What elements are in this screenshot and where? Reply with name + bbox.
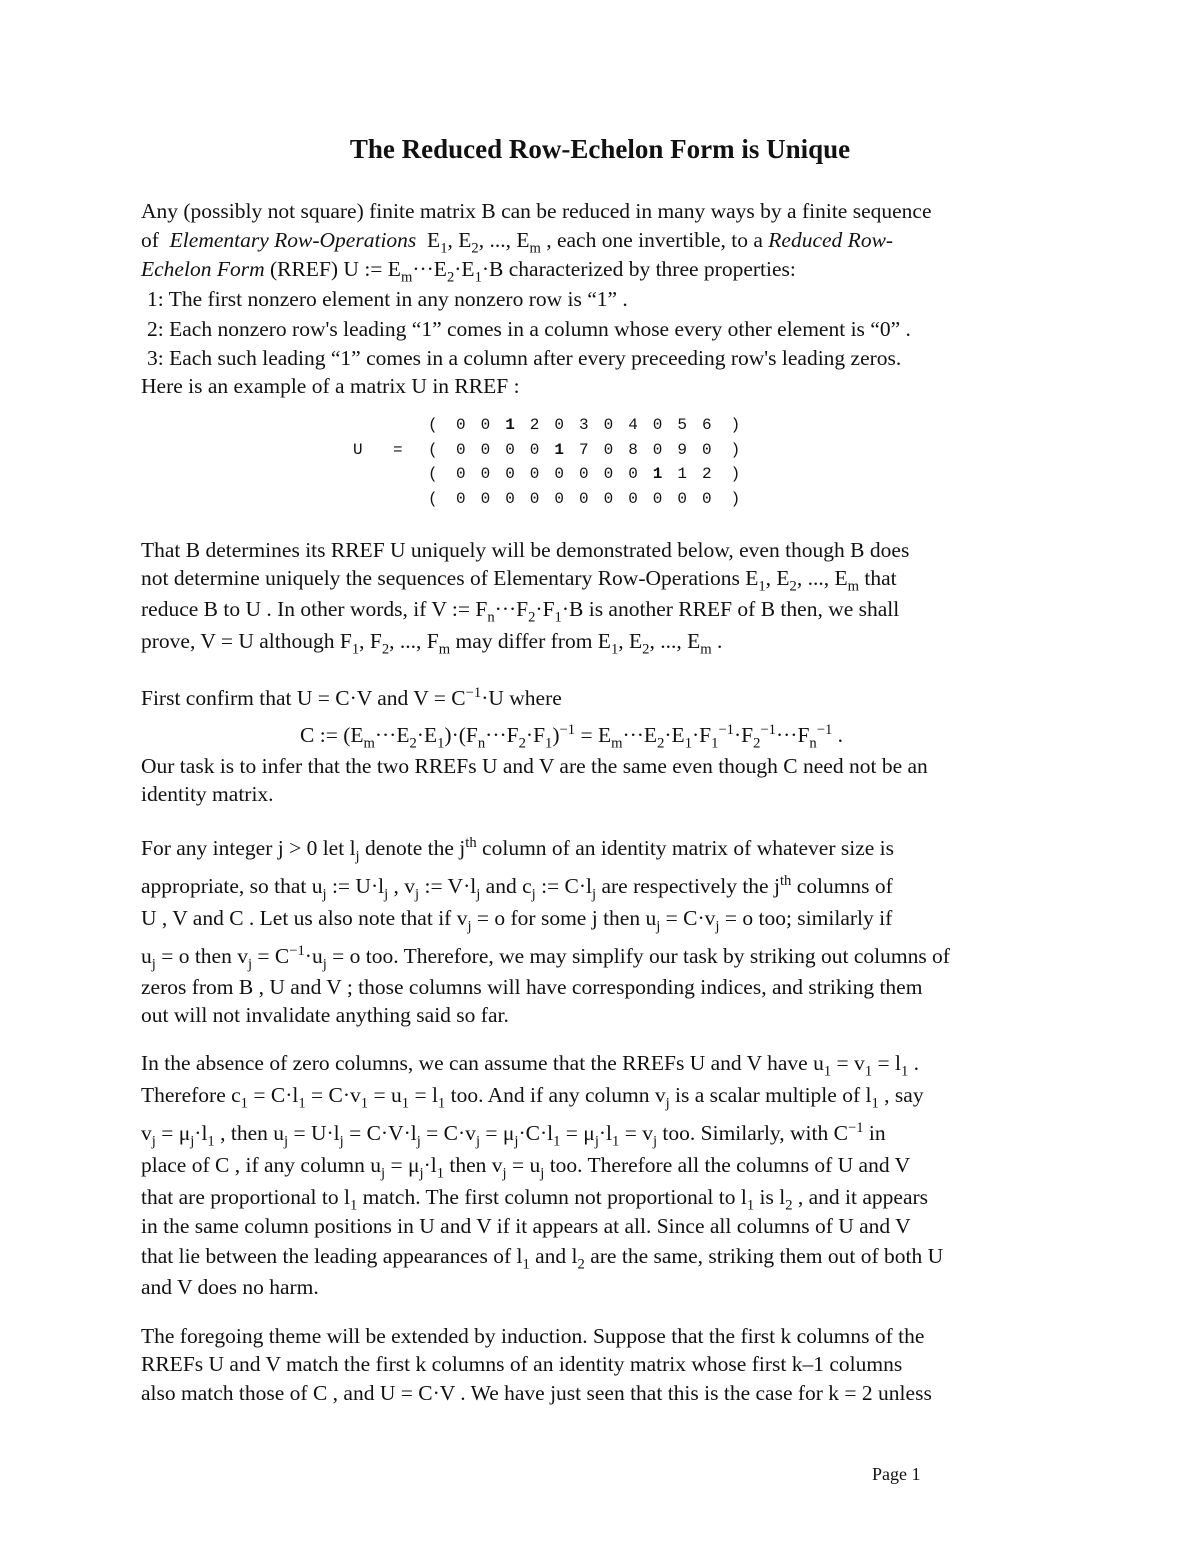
subscript: 1 bbox=[711, 735, 719, 752]
subscript: 2 bbox=[753, 735, 761, 752]
text-span: reduce B to U . In other words, if V := F bbox=[141, 597, 488, 621]
math-symbol: ·u bbox=[304, 944, 323, 968]
subscript: j bbox=[475, 1133, 480, 1150]
text-line bbox=[141, 1244, 944, 1273]
superscript: th bbox=[779, 872, 792, 889]
text-span: First confirm that U = C·V and V = C bbox=[141, 686, 466, 710]
subscript: j bbox=[665, 1095, 670, 1112]
subscript: 2 bbox=[577, 1256, 585, 1273]
text-line: identity matrix. bbox=[141, 782, 274, 806]
superscript: −1 bbox=[465, 684, 482, 701]
matrix-cell: 0 bbox=[603, 440, 614, 459]
math-symbol: ···F bbox=[775, 723, 810, 747]
text-span: and l bbox=[529, 1244, 578, 1268]
text-line bbox=[141, 872, 893, 903]
text-span: of bbox=[141, 228, 159, 252]
subscript: 2 bbox=[471, 240, 479, 257]
math-symbol: u bbox=[141, 944, 152, 968]
matrix-cell: 0 bbox=[702, 440, 712, 459]
matrix-close-paren: ) bbox=[730, 489, 741, 508]
math-symbol: := C·l bbox=[535, 874, 593, 898]
subscript: 1 bbox=[823, 1063, 832, 1080]
math-symbol: ·F bbox=[733, 723, 754, 747]
text-span: may differ from E bbox=[450, 629, 611, 653]
math-symbol: ·E bbox=[664, 723, 685, 747]
subscript: j bbox=[322, 956, 327, 973]
text-span: . bbox=[711, 629, 723, 653]
subscript: 1 bbox=[474, 269, 482, 286]
math-symbol: = μ bbox=[480, 1121, 515, 1145]
text-span: too. Therefore all the columns of U and V bbox=[544, 1153, 911, 1177]
math-symbol: )·(F bbox=[444, 723, 478, 747]
math-symbol: , ..., E bbox=[649, 629, 701, 653]
text-span: in bbox=[863, 1121, 886, 1145]
math-symbol: ·F bbox=[535, 597, 555, 621]
text-span: not determine uniquely the sequences of Elementary Row-Operations E bbox=[141, 566, 759, 590]
subscript: 1 bbox=[758, 578, 766, 595]
subscript: m bbox=[363, 735, 375, 752]
matrix-cell: 0 bbox=[480, 440, 491, 459]
superscript: th bbox=[465, 834, 477, 851]
math-symbol: = C·v bbox=[305, 1083, 361, 1107]
subscript: 2 bbox=[446, 269, 455, 286]
matrix-cell: 0 bbox=[554, 489, 564, 508]
math-symbol: ···F bbox=[494, 597, 529, 621]
matrix-cell: 0 bbox=[480, 465, 491, 483]
subscript: j bbox=[151, 1133, 156, 1150]
math-symbol: ···E bbox=[412, 257, 447, 281]
math-symbol: ·E bbox=[416, 723, 438, 747]
matrix-open-paren: ( bbox=[428, 440, 438, 459]
subscript: 2 bbox=[785, 1197, 793, 1214]
math-symbol: , E bbox=[765, 566, 790, 590]
subscript: j bbox=[502, 1165, 507, 1182]
subscript: 2 bbox=[789, 578, 797, 595]
text-span: = o for some j then u bbox=[471, 906, 657, 930]
matrix-cell: 6 bbox=[702, 416, 712, 434]
matrix-close-paren: ) bbox=[730, 465, 741, 483]
subscript: 1 bbox=[349, 1197, 358, 1214]
superscript: −1 bbox=[559, 721, 576, 738]
text-span: match. The first column not proportional to l bbox=[357, 1185, 747, 1209]
math-symbol: = v bbox=[831, 1051, 865, 1075]
matrix-cell: 0 bbox=[579, 489, 589, 508]
matrix-cell: 0 bbox=[480, 489, 491, 508]
text-line bbox=[141, 597, 900, 626]
subscript: j bbox=[415, 886, 420, 903]
subscript: j bbox=[514, 1133, 519, 1150]
text-line bbox=[141, 629, 723, 658]
math-symbol: , ..., E bbox=[796, 566, 848, 590]
subscript: 1 bbox=[684, 735, 692, 752]
text-line bbox=[141, 1153, 911, 1182]
text-span: columns of bbox=[791, 874, 893, 898]
math-symbol: = C·V·l bbox=[343, 1121, 417, 1145]
subscript: n bbox=[477, 735, 486, 752]
property-item: 3: Each such leading “1” comes in a column after every preceeding row's leading zeros. bbox=[147, 346, 902, 370]
math-symbol: ·E bbox=[454, 257, 475, 281]
text-span: that bbox=[859, 566, 897, 590]
subscript: j bbox=[247, 956, 253, 973]
text-span: that are proportional to l bbox=[141, 1185, 350, 1209]
subscript: j bbox=[467, 918, 472, 935]
matrix-cell: 0 bbox=[652, 440, 663, 459]
math-symbol: = l bbox=[409, 1083, 438, 1107]
subscript: m bbox=[400, 269, 413, 286]
matrix-cell: 0 bbox=[456, 440, 466, 459]
text-span: is l bbox=[754, 1185, 786, 1209]
text-span: is a scalar multiple of l bbox=[669, 1083, 872, 1107]
text-line bbox=[141, 906, 893, 935]
matrix-cell: 0 bbox=[603, 489, 614, 508]
math-symbol: . bbox=[832, 723, 844, 747]
emphasis-text: Elementary Row-Operations bbox=[169, 228, 417, 252]
text-span: ·U where bbox=[481, 686, 562, 710]
text-line: Here is an example of a matrix U in RREF : bbox=[141, 374, 520, 398]
subscript: 1 bbox=[298, 1095, 306, 1112]
matrix-close-paren: ) bbox=[730, 440, 741, 459]
math-symbol: = C bbox=[252, 944, 290, 968]
text-span: = o too. Therefore, we may simplify our task by striking out columns of bbox=[326, 944, 950, 968]
math-symbol: , ..., E bbox=[478, 228, 530, 252]
math-symbol: ·l bbox=[194, 1121, 208, 1145]
math-symbol: E bbox=[427, 228, 441, 252]
subscript: 2 bbox=[409, 735, 417, 752]
math-symbol: v bbox=[141, 1121, 152, 1145]
text-span: Therefore c bbox=[141, 1083, 241, 1107]
emphasis-text: Reduced Row- bbox=[768, 228, 894, 252]
subscript: 2 bbox=[381, 641, 390, 658]
math-symbol: , F bbox=[359, 629, 382, 653]
matrix-row bbox=[345, 416, 865, 440]
subscript: j bbox=[322, 886, 327, 903]
matrix-open-paren: ( bbox=[428, 465, 438, 483]
emphasis-text: Echelon Form bbox=[141, 257, 265, 281]
matrix-cell: 0 bbox=[628, 465, 638, 483]
text-span: place of C , if any column u bbox=[141, 1153, 382, 1177]
text-line: That B determines its RREF U uniquely will be demonstrated below, even though B does bbox=[141, 538, 910, 562]
text-span: For any integer j > 0 let l bbox=[141, 836, 356, 860]
math-symbol: = μ bbox=[560, 1121, 595, 1145]
matrix-cell: 0 bbox=[456, 465, 466, 483]
math-symbol: , E bbox=[447, 228, 472, 252]
text-line bbox=[141, 228, 894, 257]
text-span: U , V and C . Let us also note that if v bbox=[141, 906, 468, 930]
matrix-cell: 0 bbox=[529, 489, 540, 508]
subscript: j bbox=[540, 1165, 545, 1182]
text-line: Any (possibly not square) finite matrix B can be reduced in many ways by a finite sequence bbox=[141, 199, 932, 223]
subscript: 1 bbox=[207, 1133, 215, 1150]
text-line bbox=[141, 834, 895, 865]
subscript: j bbox=[355, 848, 360, 865]
matrix-cell: 5 bbox=[677, 416, 687, 434]
text-span: too. Similarly, with C bbox=[657, 1121, 848, 1145]
matrix-open-paren: ( bbox=[428, 416, 438, 434]
subscript: j bbox=[715, 918, 720, 935]
superscript: −1 bbox=[289, 942, 305, 959]
text-span: prove, V = U although F bbox=[141, 629, 352, 653]
matrix-cell: 0 bbox=[677, 489, 687, 508]
math-symbol: ·F bbox=[692, 723, 712, 747]
math-symbol: ···E bbox=[622, 723, 658, 747]
subscript: j bbox=[592, 886, 597, 903]
subscript: j bbox=[594, 1133, 599, 1150]
matrix-row bbox=[345, 490, 865, 514]
math-symbol: = C·v bbox=[420, 1121, 476, 1145]
superscript: −1 bbox=[760, 721, 776, 738]
text-line bbox=[141, 566, 897, 595]
subscript: 1 bbox=[554, 609, 562, 626]
text-line: The foregoing theme will be extended by induction. Suppose that the first k columns of the bbox=[141, 1324, 925, 1348]
matrix-cell: 0 bbox=[480, 416, 491, 434]
matrix-cell: 0 bbox=[505, 465, 515, 483]
matrix-cell: 0 bbox=[529, 465, 540, 483]
text-line: also match those of C , and U = C·V . We have just seen that this is the case for k = 2 unless bbox=[141, 1381, 932, 1405]
page-title: The Reduced Row-Echelon Form is Unique bbox=[349, 134, 851, 164]
text-span: , say bbox=[878, 1083, 924, 1107]
math-symbol: = E bbox=[575, 723, 612, 747]
matrix-cell: 0 bbox=[628, 489, 638, 508]
text-line bbox=[141, 1119, 886, 1150]
math-symbol: = v bbox=[619, 1121, 653, 1145]
math-symbol: ·l bbox=[423, 1153, 437, 1177]
text-line bbox=[141, 1083, 924, 1112]
text-span: , each one invertible, to a bbox=[540, 228, 769, 252]
math-symbol: ·F bbox=[525, 723, 546, 747]
matrix-cell: 1 bbox=[677, 465, 687, 483]
text-span: then v bbox=[444, 1153, 503, 1177]
math-symbol: and c bbox=[480, 874, 532, 898]
text-line: RREFs U and V match the first k columns of an identity matrix whose first k–1 columns bbox=[141, 1352, 903, 1376]
math-symbol: = U·l bbox=[288, 1121, 340, 1145]
matrix-cell: 2 bbox=[529, 416, 540, 434]
subscript: m bbox=[611, 735, 623, 752]
text-line bbox=[141, 1185, 929, 1214]
text-span: too. And if any column v bbox=[445, 1083, 666, 1107]
matrix-cell: 4 bbox=[628, 416, 638, 434]
math-symbol: . bbox=[908, 1051, 920, 1075]
subscript: 2 bbox=[518, 735, 526, 752]
matrix-cell: 0 bbox=[579, 465, 589, 483]
math-symbol: = C·v bbox=[660, 906, 716, 930]
subscript: 1 bbox=[440, 240, 448, 257]
property-item: 1: The first nonzero element in any nonzero row is “1” . bbox=[147, 287, 628, 311]
math-symbol: = u bbox=[368, 1083, 402, 1107]
math-symbol: = μ bbox=[155, 1121, 191, 1145]
text-line: out will not invalidate anything said so far. bbox=[141, 1003, 509, 1027]
subscript: j bbox=[656, 918, 661, 935]
matrix-cell: 7 bbox=[579, 440, 589, 459]
subscript: 1 bbox=[436, 1165, 445, 1182]
text-span: , then u bbox=[214, 1121, 285, 1145]
text-line: Our task is to infer that the two RREFs U and V are the same even though C need not be an bbox=[141, 754, 928, 778]
matrix-cell: 0 bbox=[505, 489, 515, 508]
math-symbol: ···F bbox=[485, 723, 519, 747]
subscript: j bbox=[151, 956, 156, 973]
subscript: j bbox=[381, 1165, 386, 1182]
text-span: that lie between the leading appearances of l bbox=[141, 1244, 523, 1268]
subscript: j bbox=[384, 886, 389, 903]
subscript: 1 bbox=[871, 1095, 879, 1112]
equation-line bbox=[300, 721, 844, 752]
matrix-cell: 0 bbox=[505, 440, 515, 459]
math-symbol: := U·l bbox=[326, 874, 385, 898]
text-line: in the same column positions in U and V if it appears at all. Since all columns of U and V bbox=[141, 1214, 911, 1238]
subscript: n bbox=[487, 609, 495, 626]
subscript: m bbox=[700, 641, 712, 658]
subscript: j bbox=[419, 1165, 424, 1182]
text-line bbox=[141, 684, 562, 710]
matrix-cell: 1 bbox=[652, 465, 663, 483]
subscript: m bbox=[847, 578, 859, 595]
subscript: 2 bbox=[528, 609, 536, 626]
text-span: ·B characterized by three properties: bbox=[481, 257, 796, 281]
math-symbol: ·l bbox=[598, 1121, 613, 1145]
superscript: −1 bbox=[847, 1119, 864, 1136]
matrix-close-paren: ) bbox=[730, 416, 741, 434]
text-line: and V does no harm. bbox=[141, 1275, 319, 1299]
subscript: j bbox=[416, 1133, 421, 1150]
subscript: 1 bbox=[746, 1197, 755, 1214]
matrix-cell: 2 bbox=[702, 465, 712, 483]
matrix-name: U bbox=[353, 441, 363, 459]
subscript: 2 bbox=[642, 641, 650, 658]
subscript: 1 bbox=[401, 1095, 410, 1112]
matrix-cell: 3 bbox=[579, 416, 589, 434]
matrix-cell: 0 bbox=[554, 465, 564, 483]
subscript: 1 bbox=[553, 1133, 561, 1150]
subscript: m bbox=[438, 641, 451, 658]
matrix-cell: 0 bbox=[456, 416, 466, 434]
subscript: j bbox=[190, 1133, 195, 1150]
superscript: −1 bbox=[816, 721, 833, 738]
matrix-cell: 0 bbox=[554, 416, 564, 434]
text-line bbox=[141, 1051, 920, 1080]
text-span: = o too; similarly if bbox=[719, 906, 893, 930]
math-symbol: = μ bbox=[385, 1153, 420, 1177]
matrix-cell: 1 bbox=[505, 416, 515, 434]
math-symbol: := V·l bbox=[419, 874, 477, 898]
subscript: 1 bbox=[240, 1095, 248, 1112]
subscript: 1 bbox=[437, 1095, 446, 1112]
subscript: 1 bbox=[864, 1063, 873, 1080]
matrix-cell: 0 bbox=[529, 440, 540, 459]
subscript: n bbox=[809, 735, 817, 752]
subscript: j bbox=[339, 1133, 344, 1150]
math-symbol: = C·l bbox=[247, 1083, 299, 1107]
text-line bbox=[141, 257, 796, 286]
math-symbol: = u bbox=[506, 1153, 541, 1177]
property-item: 2: Each nonzero row's leading “1” comes in a column whose every other element is “0” . bbox=[147, 317, 911, 341]
subscript: 2 bbox=[657, 735, 665, 752]
text-span: = o then v bbox=[155, 944, 248, 968]
math-symbol: C := (E bbox=[300, 723, 364, 747]
subscript: 1 bbox=[545, 735, 553, 752]
math-symbol: , ..., F bbox=[389, 629, 439, 653]
text-span: denote the j bbox=[359, 836, 466, 860]
math-symbol: , E bbox=[618, 629, 643, 653]
matrix-cell: 0 bbox=[652, 416, 663, 434]
subscript: 1 bbox=[522, 1256, 530, 1273]
text-line: zeros from B , U and V ; those columns will have corresponding indices, and striking them bbox=[141, 975, 923, 999]
matrix-row bbox=[345, 441, 865, 465]
matrix-open-paren: ( bbox=[428, 489, 438, 508]
text-line bbox=[141, 942, 950, 973]
text-span: are respectively the j bbox=[596, 874, 780, 898]
text-span: (RREF) U := E bbox=[264, 257, 401, 281]
superscript: −1 bbox=[718, 721, 734, 738]
math-symbol: = l bbox=[872, 1051, 901, 1075]
text-span: appropriate, so that u bbox=[141, 874, 323, 898]
text-span: , and it appears bbox=[792, 1185, 929, 1209]
subscript: j bbox=[476, 886, 481, 903]
subscript: 1 bbox=[612, 1133, 620, 1150]
matrix-cell: 0 bbox=[603, 465, 614, 483]
matrix-cell: 1 bbox=[554, 440, 564, 459]
subscript: 1 bbox=[351, 641, 360, 658]
text-span: column of an identity matrix of whatever size is bbox=[476, 836, 895, 860]
math-symbol: ·C·l bbox=[518, 1121, 554, 1145]
subscript: m bbox=[529, 240, 541, 257]
matrix-cell: 0 bbox=[603, 416, 614, 434]
subscript: 1 bbox=[610, 641, 619, 658]
subscript: j bbox=[531, 886, 536, 903]
math-symbol: , v bbox=[388, 874, 416, 898]
subscript: j bbox=[652, 1133, 658, 1150]
text-span: ·B is another RREF of B then, we shall bbox=[561, 597, 900, 621]
page-number: Page 1 bbox=[872, 1464, 921, 1484]
matrix-cell: 0 bbox=[702, 489, 712, 508]
matrix-cell: 0 bbox=[456, 489, 466, 508]
matrix-row bbox=[345, 465, 865, 489]
subscript: 1 bbox=[360, 1095, 369, 1112]
subscript: j bbox=[284, 1133, 289, 1150]
text-span: are the same, striking them out of both U bbox=[584, 1244, 944, 1268]
math-symbol: ) bbox=[552, 723, 560, 747]
subscript: 1 bbox=[437, 735, 445, 752]
matrix-cell: 0 bbox=[652, 489, 663, 508]
equals-sign: = bbox=[393, 441, 403, 459]
text-span: In the absence of zero columns, we can assume that the RREFs U and V have u bbox=[141, 1051, 824, 1075]
matrix-cell: 8 bbox=[628, 440, 638, 459]
subscript: 1 bbox=[900, 1063, 909, 1080]
matrix-cell: 9 bbox=[677, 440, 687, 459]
math-symbol: ···E bbox=[374, 723, 410, 747]
